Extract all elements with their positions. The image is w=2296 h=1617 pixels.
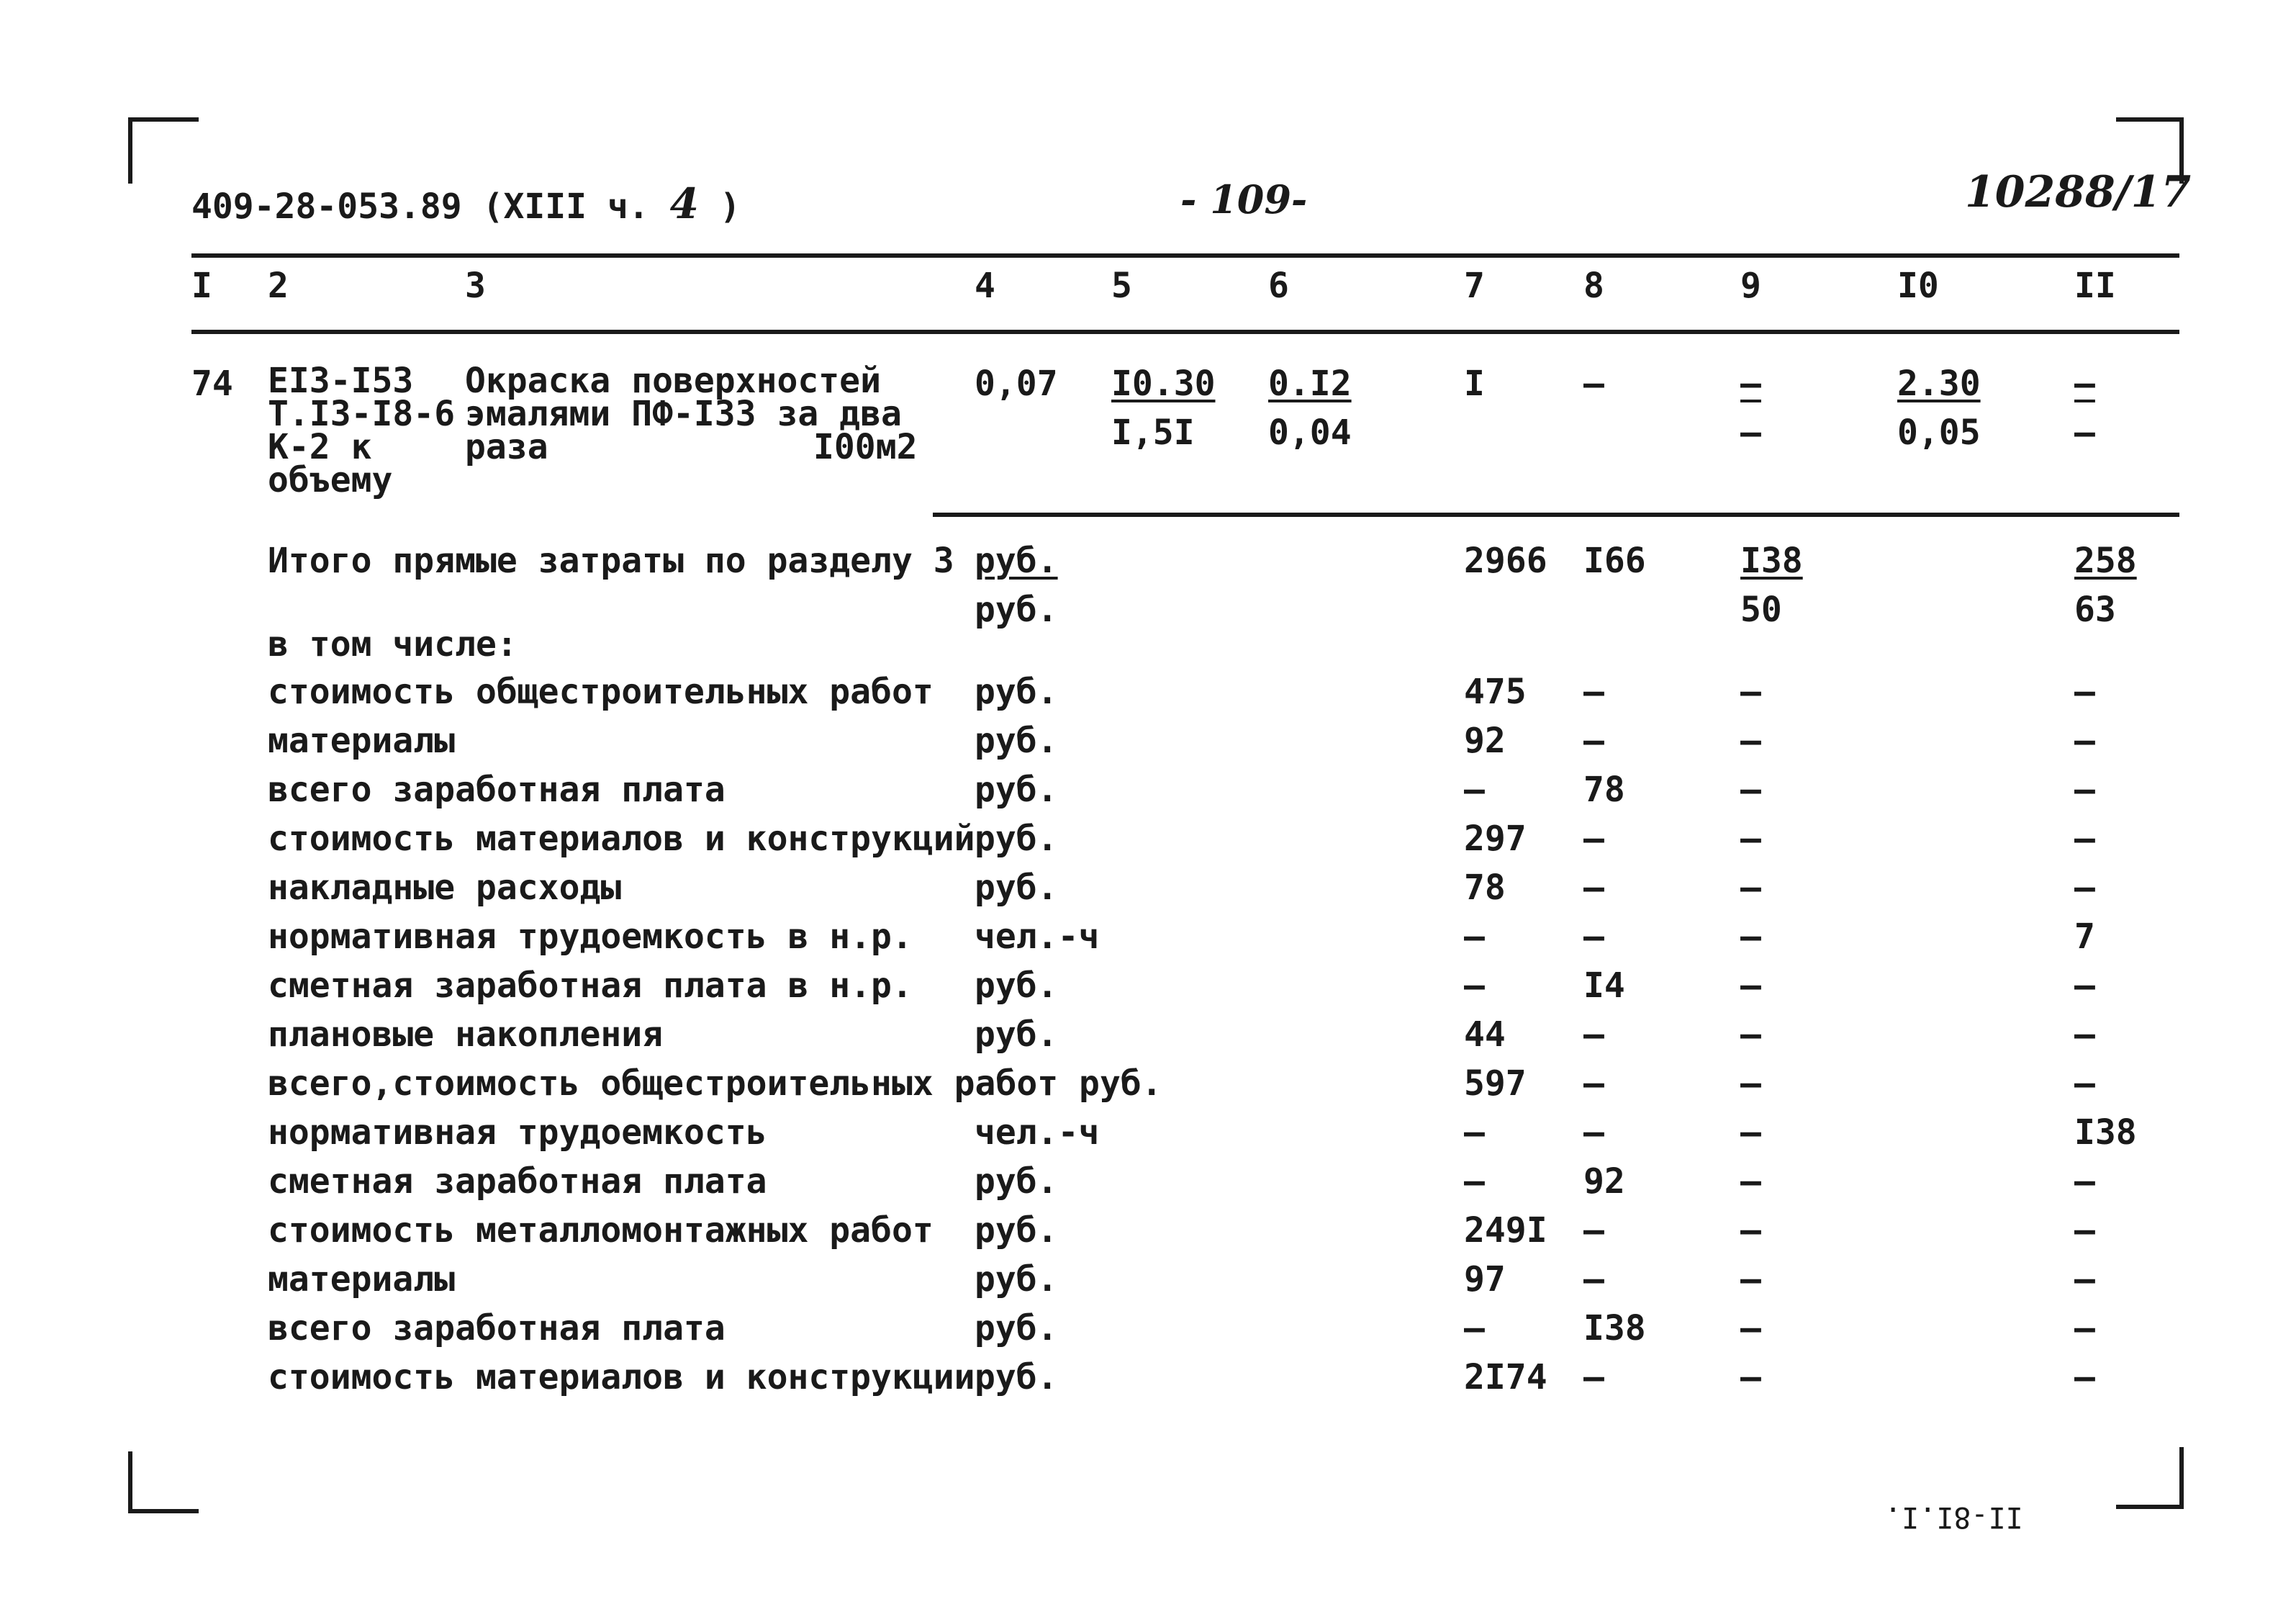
- row-unit: руб.: [975, 1357, 1058, 1397]
- row-cell-c7: 249I: [1464, 1210, 1547, 1251]
- row-cell-c7: –: [1464, 1161, 1485, 1202]
- row-label: сметная заработная плата в н.р.: [268, 965, 913, 1006]
- item-col6-top: 0.I2: [1268, 364, 1352, 404]
- row-label: всего заработная плата: [268, 770, 726, 810]
- row-cell-c9: –: [1740, 1357, 1761, 1397]
- row-cell-c8: –: [1583, 1210, 1604, 1251]
- row-label: стоимость металломонтажных работ: [268, 1210, 934, 1251]
- document-code-text: 409-28-053.89 (XIII ч.: [191, 186, 649, 227]
- row-label: нормативная трудоемкость в н.р.: [268, 916, 913, 957]
- item-code-line: EI3-I53: [268, 361, 414, 401]
- row-unit: чел.-ч: [975, 1112, 1100, 1153]
- row-label: сметная заработная плата: [268, 1161, 767, 1202]
- footer-mark-text: II-8I.I.: [1884, 1500, 2023, 1533]
- row-cell-c9: –: [1740, 770, 1761, 810]
- row-unit: руб.: [975, 1308, 1058, 1348]
- row-label: стоимость общестроительных работ: [268, 672, 934, 712]
- archive-number: 10288/17: [1965, 167, 2192, 217]
- totals-col9-bottom: 50: [1740, 590, 1782, 630]
- row-cell-c7: –: [1464, 916, 1485, 957]
- item-bottom-rule: [933, 513, 2179, 517]
- row-cell-c9: –: [1740, 1210, 1761, 1251]
- row-unit: руб.: [975, 1210, 1058, 1251]
- document-code: [191, 179, 741, 228]
- item-code-line: К-2 к: [268, 427, 372, 467]
- item-name-line: раза: [465, 427, 548, 467]
- item-col7: I: [1464, 364, 1485, 404]
- row-cell-c7: 2I74: [1464, 1357, 1547, 1397]
- row-cell-c7: 44: [1464, 1014, 1506, 1055]
- row-cell-c9: –: [1740, 1014, 1761, 1055]
- crop-mark-bottom-left: [128, 1451, 199, 1513]
- row-cell-c7: 97: [1464, 1259, 1506, 1300]
- row-unit: руб.: [975, 819, 1058, 859]
- row-cell-c9: –: [1740, 1063, 1761, 1104]
- item-code-line: Т.I3-I8-6: [268, 394, 456, 434]
- page-number: - 109-: [1180, 176, 1308, 222]
- row-label: материалы: [268, 1259, 456, 1300]
- row-unit: руб.: [975, 672, 1058, 712]
- row-cell-c11: –: [2074, 672, 2095, 712]
- column-header-6: 6: [1268, 266, 1289, 306]
- row-cell-c9: –: [1740, 1161, 1761, 1202]
- column-header-11: II: [2074, 266, 2116, 306]
- row-cell-c8: I38: [1583, 1308, 1646, 1348]
- column-header-9: 9: [1740, 266, 1761, 306]
- row-cell-c11: –: [2074, 1210, 2095, 1251]
- column-header-4: 4: [975, 266, 995, 306]
- row-cell-c9: –: [1740, 1259, 1761, 1300]
- row-unit: чел.-ч: [975, 916, 1100, 957]
- row-cell-c7: –: [1464, 965, 1485, 1006]
- item-col11-top: –: [2074, 364, 2095, 404]
- row-cell-c9: –: [1740, 1308, 1761, 1348]
- row-cell-c11: –: [2074, 1014, 2095, 1055]
- row-cell-c8: –: [1583, 1063, 1604, 1104]
- totals-col9-top: I38: [1740, 541, 1803, 581]
- row-label: плановые накопления: [268, 1014, 664, 1055]
- item-col10-top: 2.30: [1897, 364, 1981, 404]
- row-cell-c8: –: [1583, 672, 1604, 712]
- column-header-3: 3: [465, 266, 486, 306]
- row-cell-c8: –: [1583, 1112, 1604, 1153]
- item-col11-bottom: –: [2074, 413, 2095, 453]
- row-unit: руб.: [975, 1014, 1058, 1055]
- row-cell-c11: –: [2074, 1259, 2095, 1300]
- row-cell-c7: 78: [1464, 868, 1506, 908]
- item-col5-bottom: I,5I: [1111, 413, 1195, 453]
- row-cell-c8: –: [1583, 1259, 1604, 1300]
- item-col9-bottom: –: [1740, 413, 1761, 453]
- row-cell-c9: –: [1740, 1112, 1761, 1153]
- row-label: стоимость материалов и конструкций: [268, 819, 975, 859]
- footer-mark: [1884, 1497, 2023, 1536]
- row-cell-c11: –: [2074, 965, 2095, 1006]
- row-label: всего,стоимость общестроительных работ руб.: [268, 1063, 1162, 1104]
- row-cell-c8: –: [1583, 1357, 1604, 1397]
- row-cell-c7: –: [1464, 770, 1485, 810]
- column-header-7: 7: [1464, 266, 1485, 306]
- row-label: материалы: [268, 721, 456, 761]
- row-label: всего заработная плата: [268, 1308, 726, 1348]
- totals-col11-bottom: 63: [2074, 590, 2116, 630]
- totals-col7: 2966: [1464, 541, 1547, 581]
- row-cell-c7: –: [1464, 1308, 1485, 1348]
- row-unit: руб.: [975, 965, 1058, 1006]
- row-cell-c9: –: [1740, 819, 1761, 859]
- column-header-8: 8: [1583, 266, 1604, 306]
- row-cell-c11: I38: [2074, 1112, 2137, 1153]
- row-cell-c11: –: [2074, 770, 2095, 810]
- row-cell-c8: I4: [1583, 965, 1625, 1006]
- item-name-line: эмалями ПФ-I33 за два: [465, 394, 902, 434]
- row-cell-c11: –: [2074, 868, 2095, 908]
- row-cell-c7: 92: [1464, 721, 1506, 761]
- row-cell-c8: 78: [1583, 770, 1625, 810]
- row-cell-c7: 297: [1464, 819, 1527, 859]
- totals-col11-top: 258: [2074, 541, 2137, 581]
- item-number: 74: [191, 364, 233, 404]
- column-header-1: I: [191, 266, 212, 306]
- crop-mark-top-left: [128, 117, 199, 184]
- column-header-2: 2: [268, 266, 289, 306]
- item-code-line: объему: [268, 460, 393, 500]
- totals-label: Итого прямые затраты по разделу 3: [268, 541, 954, 581]
- row-unit: руб.: [975, 721, 1058, 761]
- item-name-line: Окраска поверхностей: [465, 361, 881, 401]
- row-cell-c11: –: [2074, 1161, 2095, 1202]
- row-cell-c8: 92: [1583, 1161, 1625, 1202]
- column-header-10: I0: [1897, 266, 1939, 306]
- totals-unit-2: руб.: [975, 590, 1058, 630]
- item-col5-top: I0.30: [1111, 364, 1216, 404]
- totals-col8: I66: [1583, 541, 1646, 581]
- row-unit: руб.: [975, 1161, 1058, 1202]
- row-cell-c9: –: [1740, 672, 1761, 712]
- document-code-close: ): [719, 186, 741, 227]
- row-cell-c9: –: [1740, 721, 1761, 761]
- table-top-rule: [191, 253, 2179, 258]
- row-cell-c7: 597: [1464, 1063, 1527, 1104]
- header-bottom-rule: [191, 330, 2179, 334]
- row-cell-c9: –: [1740, 868, 1761, 908]
- item-quantity: 0,07: [975, 364, 1058, 404]
- row-cell-c8: –: [1583, 819, 1604, 859]
- including-label: в том числе:: [268, 624, 517, 665]
- row-cell-c11: –: [2074, 1357, 2095, 1397]
- item-unit: I00м2: [813, 427, 918, 467]
- item-col10-bottom: 0,05: [1897, 413, 1981, 453]
- row-cell-c11: 7: [2074, 916, 2095, 957]
- item-col8: –: [1583, 364, 1604, 404]
- row-cell-c8: –: [1583, 721, 1604, 761]
- row-cell-c9: –: [1740, 916, 1761, 957]
- row-unit: руб.: [975, 770, 1058, 810]
- row-cell-c7: 475: [1464, 672, 1527, 712]
- row-label: стоимость материалов и конструкции: [268, 1357, 975, 1397]
- item-col9-top: –: [1740, 364, 1761, 404]
- row-unit: руб.: [975, 1259, 1058, 1300]
- row-cell-c7: –: [1464, 1112, 1485, 1153]
- part-number: 4: [669, 179, 700, 228]
- row-label: нормативная трудоемкость: [268, 1112, 767, 1153]
- crop-mark-bottom-right: [2116, 1447, 2184, 1509]
- totals-unit-1: руб.: [975, 541, 1058, 581]
- row-cell-c11: –: [2074, 721, 2095, 761]
- row-cell-c11: –: [2074, 1308, 2095, 1348]
- column-header-5: 5: [1111, 266, 1132, 306]
- row-cell-c8: –: [1583, 1014, 1604, 1055]
- row-cell-c11: –: [2074, 1063, 2095, 1104]
- row-cell-c11: –: [2074, 819, 2095, 859]
- item-col6-bottom: 0,04: [1268, 413, 1352, 453]
- row-cell-c8: –: [1583, 916, 1604, 957]
- row-cell-c9: –: [1740, 965, 1761, 1006]
- row-label: накладные расходы: [268, 868, 622, 908]
- row-unit: руб.: [975, 868, 1058, 908]
- row-cell-c8: –: [1583, 868, 1604, 908]
